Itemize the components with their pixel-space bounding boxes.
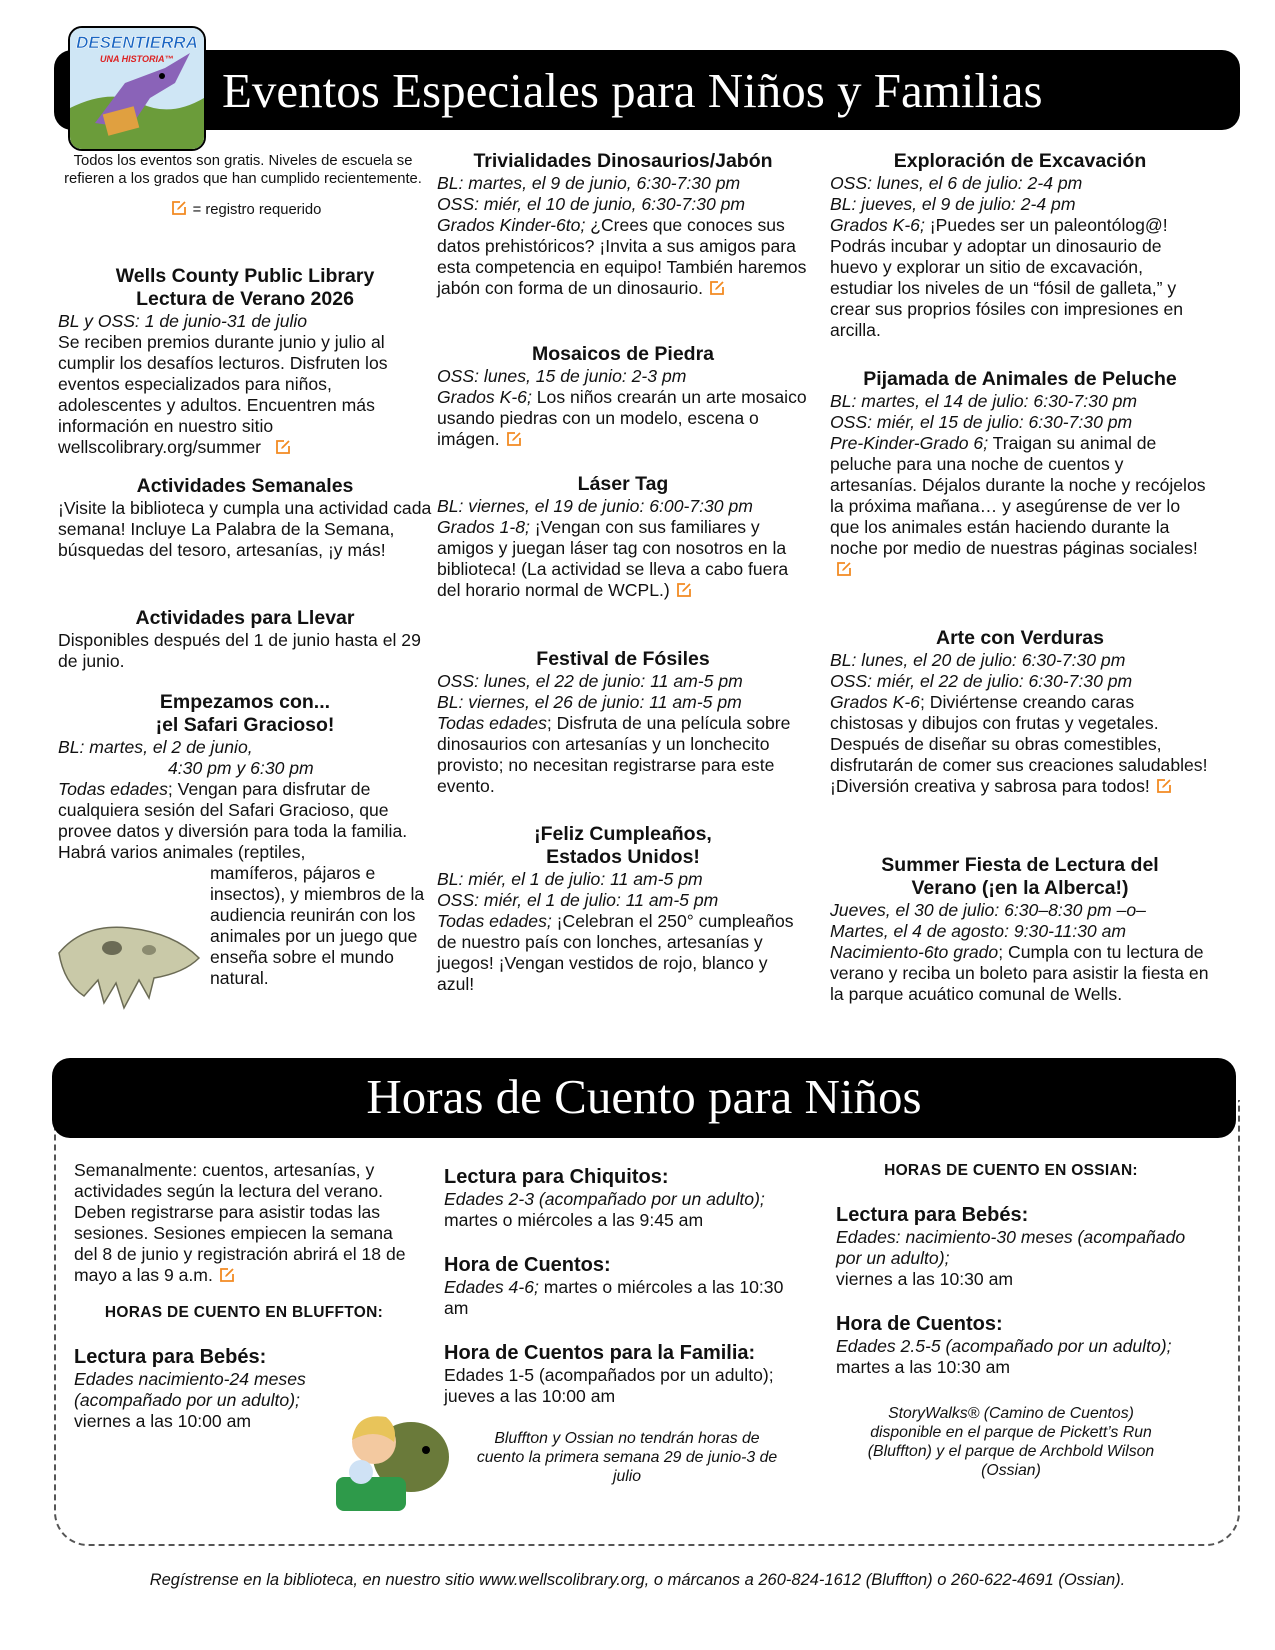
program-schedule: martes o miércoles a las 10:30 am	[444, 1277, 784, 1318]
program-ages: Edades: nacimiento-30 meses (acompañado por un adulto);	[836, 1227, 1186, 1268]
event-audience: Todas edades	[58, 779, 168, 799]
edit-icon	[1156, 778, 1172, 794]
dinosaur-skull-illustration	[54, 918, 204, 1013]
legend-text: = registro requerido	[192, 202, 322, 218]
event-date: BL: martes, el 14 de julio: 6:30-7:30 pm	[830, 391, 1138, 411]
logo	[68, 26, 206, 151]
event-description: ; Vengan para disfrutar de cualquiera sesión del Safari Gracioso, que provee datos y diversión para toda la familia. Habrá varios animales (reptiles,	[58, 779, 408, 862]
program-title: Hora de Cuentos:	[444, 1254, 611, 1276]
program-title: Hora de Cuentos:	[836, 1313, 1003, 1335]
event-title: Exploración de Excavación	[893, 150, 1147, 172]
intro-text: Todos los eventos son gratis. Niveles de escuela se refieren a los grados que han cumplido recientemente.	[64, 153, 422, 187]
event-audience: Grados K-6;	[830, 215, 925, 235]
event-time: 4:30 pm y 6:30 pm	[168, 758, 314, 778]
program-schedule: martes a las 10:30 am	[836, 1357, 1011, 1377]
event-description: ¡Vengan con sus familiares y amigos y juegan láser tag con nosotros en la biblioteca! (La actividad se lleva a cabo fuera del horario normal de WCPL.)	[437, 517, 789, 600]
event-mosaics	[437, 343, 809, 450]
event-description: Los niños crearán un arte mosaico usando piedras con un modelo, escena o imágen.	[437, 387, 807, 449]
program-schedule: viernes a las 10:00 am	[74, 1411, 252, 1431]
event-date: OSS: lunes, el 6 de julio: 2-4 pm	[830, 173, 1083, 193]
event-date: BL: martes, el 2 de junio,	[58, 737, 253, 757]
program-title: Hora de Cuentos para la Familia:	[444, 1342, 756, 1364]
event-birthday-usa	[437, 823, 809, 995]
event-title: Actividades Semanales	[136, 475, 354, 497]
storytime-note: Bluffton y Ossian no tendrán horas de cuento la primera semana 29 de junio-3 de julio	[476, 1430, 778, 1485]
program-ages: Edades 2-3 (acompañado por un adulto);	[444, 1189, 765, 1209]
storytime-col-2	[444, 1165, 810, 1486]
event-title: Verano (¡en la Alberca!)	[911, 877, 1129, 899]
event-sleepover	[830, 368, 1210, 580]
event-audience: Grados Kinder-6to;	[437, 215, 586, 235]
event-summer-reading	[58, 265, 432, 458]
ossian-heading: HORAS DE CUENTO EN OSSIAN:	[884, 1162, 1138, 1179]
program-schedule: viernes a las 10:30 am	[836, 1269, 1014, 1289]
event-title: Mosaicos de Piedra	[531, 343, 715, 365]
footer-contact: Regístrense en la biblioteca, en nuestro sitio www.wellscolibrary.org, o márcanos a 260-824-1612 (Bluffton) o 260-622-4691 (Ossian).	[149, 1571, 1126, 1589]
event-date: OSS: miér, el 22 de julio: 6:30-7:30 pm	[830, 671, 1133, 691]
event-date: OSS: lunes, el 22 de junio: 11 am-5 pm	[437, 671, 743, 691]
event-trivia	[437, 150, 809, 299]
event-veggie-art	[830, 627, 1210, 797]
program-ages: Edades nacimiento-24 meses (acompañado por un adulto);	[74, 1369, 306, 1410]
event-title: Empezamos con...	[159, 691, 331, 713]
event-audience: Grados K-6	[830, 692, 920, 712]
storytime-col-3	[836, 1160, 1186, 1480]
event-description: ¿Crees que conoces sus datos prehistóricos? ¡Invita a sus amigos para esta competencia en equipo! También haremos jabón con forma de un dinosaurio.	[437, 215, 807, 298]
event-date: OSS: lunes, 15 de junio: 2-3 pm	[437, 366, 687, 386]
event-weekly	[58, 475, 432, 561]
event-audience: Todas edades;	[437, 911, 552, 931]
event-title: Láser Tag	[577, 473, 669, 495]
event-title: Wells County Public Library	[115, 265, 375, 287]
event-description: mamíferos, pájaros e insectos), y miembros de la audiencia reunirán con los animales por un juego que enseña sobre el mundo natural.	[210, 863, 425, 988]
program-ages: Edades 4-6;	[444, 1277, 539, 1297]
event-audience: Grados K-6;	[437, 387, 532, 407]
event-description: Se reciben premios durante junio y julio al cumplir los desafíos lecturos. Disfruten los eventos especializados para niños, adolescentes y adultos. Encuentren más información en nuestro sitio wellscolibrary.org/summer	[58, 332, 388, 457]
event-description: ¡Puedes ser un paleontólog@! Podrás incubar y adoptar un dinosaurio de huevo y explorar un sitio de excavación, estudiar los niveles de un “fósil de galleta,” y crear sus proprios fósiles con impresiones en arcilla.	[830, 215, 1184, 340]
event-date: BL: viernes, el 19 de junio: 6:00-7:30 pm	[437, 496, 753, 516]
storytime-intro: Semanalmente: cuentos, artesanías, y actividades según la lectura del verano. Deben registrarse para asistir todas las sesiones. Sesiones empiecen la semana del 8 de junio y registración abrirá el 18 de mayo a las 9 a.m.	[74, 1160, 406, 1285]
event-date: BL: viernes, el 26 de junio: 11 am-5 pm	[437, 692, 742, 712]
event-audience: Nacimiento-6to grado	[830, 942, 999, 962]
event-title: ¡Feliz Cumpleaños,	[534, 823, 712, 845]
event-title: Trivialidades Dinosaurios/Jabón	[473, 150, 773, 172]
event-description: ; Disfruta de una película sobre dinosaurios con artesanías y un lonchecito provisto; no necesitan registrarse para este evento.	[437, 713, 791, 796]
event-title: Estados Unidos!	[546, 846, 700, 868]
storytime-col-1	[74, 1160, 414, 1432]
event-description: ¡Celebran el 250° cumpleaños de nuestro país con lonches, artesanías y juegos! ¡Vengan vestidos de rojo, blanco y azul!	[437, 911, 794, 994]
program-schedule: Edades 1-5 (acompañados por un adulto); jueves a las 10:00 am	[444, 1365, 774, 1406]
event-title: Pijamada de Animales de Peluche	[863, 368, 1177, 390]
event-description: Disponibles después del 1 de junio hasta el 29 de junio.	[58, 630, 421, 671]
program-title: Lectura para Bebés:	[74, 1346, 267, 1368]
event-date: BL: jueves, el 9 de julio: 2-4 pm	[830, 194, 1076, 214]
event-date: OSS: miér, el 10 de junio, 6:30-7:30 pm	[437, 194, 746, 214]
event-title: Summer Fiesta de Lectura del	[881, 854, 1159, 876]
event-date: OSS: miér, el 1 de julio: 11 am-5 pm	[437, 890, 719, 910]
event-title: Arte con Verduras	[936, 627, 1104, 649]
event-date: BL: miér, el 1 de julio: 11 am-5 pm	[437, 869, 703, 889]
event-laser-tag	[437, 473, 809, 601]
event-description: Traigan su animal de peluche para una noche de cuentos y artesanías. Déjalos durante la noche y recójelos la próxima mañana… y asegúrense de ver lo que los animales están haciendo durante la noche por medio de nuestras páginas sociales!	[830, 433, 1206, 558]
edit-icon	[836, 561, 852, 577]
event-date: BL: martes, el 9 de junio, 6:30-7:30 pm	[437, 173, 741, 193]
event-pool-party	[830, 854, 1210, 1005]
edit-icon	[709, 280, 725, 296]
event-title: Festival de Fósiles	[536, 648, 710, 670]
edit-icon	[275, 439, 291, 455]
event-title: Actividades para Llevar	[135, 607, 355, 629]
program-schedule: martes o miércoles a las 9:45 am	[444, 1210, 704, 1230]
program-title: Lectura para Bebés:	[836, 1204, 1029, 1226]
event-date: BL: lunes, el 20 de julio: 6:30-7:30 pm	[830, 650, 1126, 670]
edit-icon	[506, 431, 522, 447]
event-description: ; Cumpla con tu lectura de verano y reciba un boleto para asistir la fiesta en la parque acuático comunal de Wells.	[830, 942, 1209, 1004]
svg-text:DESENTIERRA: DESENTIERRA	[76, 33, 198, 52]
event-description: ; Diviértense creando caras chistosas y dibujos con frutas y vegetales. Después de diseñar su obras comestibles, disfrutarán de comer sus creaciones saludables! ¡Diversión creativa y sabrosa para todos!	[830, 692, 1208, 796]
program-title: Lectura para Chiquitos:	[444, 1166, 669, 1188]
legend	[58, 200, 428, 221]
edit-icon	[171, 200, 187, 216]
event-date: OSS: miér, el 15 de julio: 6:30-7:30 pm	[830, 412, 1133, 432]
event-audience: Grados 1-8;	[437, 517, 530, 537]
svg-text:UNA HISTORIA™: UNA HISTORIA™	[100, 54, 174, 64]
program-ages: Edades 2.5-5 (acompañado por un adulto);	[836, 1336, 1172, 1356]
storywalks-note: StoryWalks® (Camino de Cuentos) disponible en el parque de Pickett’s Run (Bluffton) y el parque de Archbold Wilson (Ossian)	[867, 1405, 1155, 1479]
event-description: ¡Visite la biblioteca y cumpla una actividad cada semana! Incluye La Palabra de la Semana, búsquedas del tesoro, artesanías, ¡y más!	[58, 498, 432, 560]
event-date: Jueves, el 30 de julio: 6:30–8:30 pm –o–	[830, 900, 1146, 920]
storytime-title: Horas de Cuento para Niños	[366, 1069, 922, 1124]
edit-icon	[676, 582, 692, 598]
reading-illustration	[316, 1402, 456, 1517]
event-title: Lectura de Verano 2026	[136, 288, 354, 310]
event-audience: Todas edades	[437, 713, 547, 733]
event-date: BL y OSS: 1 de junio-31 de julio	[58, 311, 308, 331]
bluffton-heading: HORAS DE CUENTO EN BLUFFTON:	[104, 1304, 384, 1321]
event-takehome	[58, 607, 432, 672]
event-fossils	[437, 648, 809, 797]
event-excavation	[830, 150, 1210, 341]
edit-icon	[219, 1267, 235, 1283]
page-title: Eventos Especiales para Niños y Familias	[222, 63, 1043, 118]
event-title: ¡el Safari Gracioso!	[155, 714, 335, 736]
event-date: Martes, el 4 de agosto: 9:30-11:30 am	[830, 921, 1127, 941]
event-audience: Pre-Kinder-Grado 6;	[830, 433, 989, 453]
